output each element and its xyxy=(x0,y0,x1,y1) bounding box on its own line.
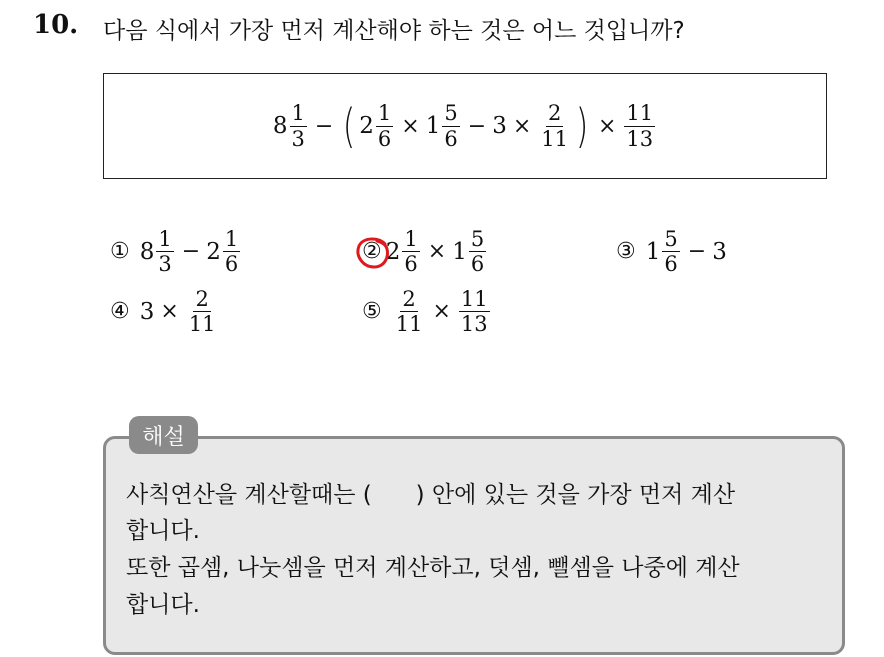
choice-1[interactable] xyxy=(110,228,242,275)
explanation-line-3: 또한 곱셈, 나눗셈을 먼저 계산하고, 덧셈, 뺄셈을 나중에 계산 xyxy=(126,555,740,581)
explanation-line-4: 합니다. xyxy=(126,592,200,618)
choice-4[interactable] xyxy=(110,288,220,335)
explanation-line-2: 합니다. xyxy=(126,518,200,544)
question-text: 다음 식에서 가장 먼저 계산해야 하는 것은 어느 것입니까? xyxy=(103,18,685,44)
explanation-line-1: 사칙연산을 계산할때는 ( ) 안에 있는 것을 가장 먼저 계산 xyxy=(126,482,736,508)
choice-1-whole-2: 2 xyxy=(206,238,221,265)
choice-4-frac-1: $\frac{2}{11}$ xyxy=(188,287,216,337)
expr-frac-4: $\frac{2}{11}$ xyxy=(541,101,568,151)
choice-1-whole-1: 8 xyxy=(139,238,155,265)
expr-whole-1: 8 xyxy=(272,113,288,139)
choice-5-frac-2: $\frac{11}{13}$ xyxy=(460,287,488,337)
explanation-box xyxy=(103,436,845,655)
expr-frac-2: $\frac{1}{6}$ xyxy=(377,101,392,151)
expr-op-minus-2: − xyxy=(467,113,487,139)
choice-3-marker: ③ xyxy=(616,239,636,265)
choice-3-op: − xyxy=(687,239,707,265)
expr-open-paren: ( xyxy=(343,99,356,153)
choice-2-marker: ② xyxy=(362,239,382,265)
choice-1-marker: ① xyxy=(110,239,130,265)
expr-term-1 xyxy=(273,102,309,149)
expr-frac-3: $\frac{5}{6}$ xyxy=(444,101,458,151)
choice-2-whole-2: 1 xyxy=(452,238,467,265)
choice-5-marker: ⑤ xyxy=(362,299,382,325)
choice-1-frac-2: $\frac{1}{6}$ xyxy=(224,227,239,277)
expr-whole-2: 2 xyxy=(359,113,374,139)
choice-3[interactable] xyxy=(616,228,727,275)
expr-frac-5: $\frac{11}{13}$ xyxy=(626,101,654,151)
choice-1-op: − xyxy=(181,239,201,265)
choice-2-whole-1: 2 xyxy=(385,238,401,265)
expr-op-times-2: × xyxy=(512,113,532,139)
choice-2-frac-1: $\frac{1}{6}$ xyxy=(404,227,418,277)
expr-close-paren: ) xyxy=(575,99,589,153)
choice-5-op: × xyxy=(432,299,451,325)
choice-4-op: × xyxy=(160,299,179,325)
expr-op-minus: − xyxy=(314,113,334,139)
choice-2-op: × xyxy=(427,239,447,265)
answer-circle-mark xyxy=(355,236,391,270)
choice-1-frac-1: $\frac{1}{3}$ xyxy=(158,227,172,277)
choice-3-tail: 3 xyxy=(712,238,727,265)
choice-4-marker: ④ xyxy=(110,299,130,325)
expr-three: 3 xyxy=(492,113,507,139)
question-number: 10. xyxy=(33,10,79,40)
choice-5-frac-1: $\frac{2}{11}$ xyxy=(395,287,423,337)
expression-box xyxy=(103,73,827,179)
expr-whole-3: 1 xyxy=(425,113,441,139)
expr-term-2 xyxy=(359,102,395,149)
expr-frac-1: $\frac{1}{3}$ xyxy=(291,101,305,151)
choice-3-whole-1: 1 xyxy=(645,238,661,265)
expr-op-times-3: × xyxy=(597,113,617,139)
expr-op-times-1: × xyxy=(401,113,420,139)
expr-term-3 xyxy=(426,102,462,149)
choice-4-lead: 3 xyxy=(139,298,155,325)
choice-5[interactable] xyxy=(362,288,492,335)
explanation-tag: 해설 xyxy=(129,416,198,454)
choice-3-frac-1: $\frac{5}{6}$ xyxy=(664,227,678,277)
choice-2-frac-2: $\frac{5}{6}$ xyxy=(470,227,485,277)
expression xyxy=(104,74,826,178)
